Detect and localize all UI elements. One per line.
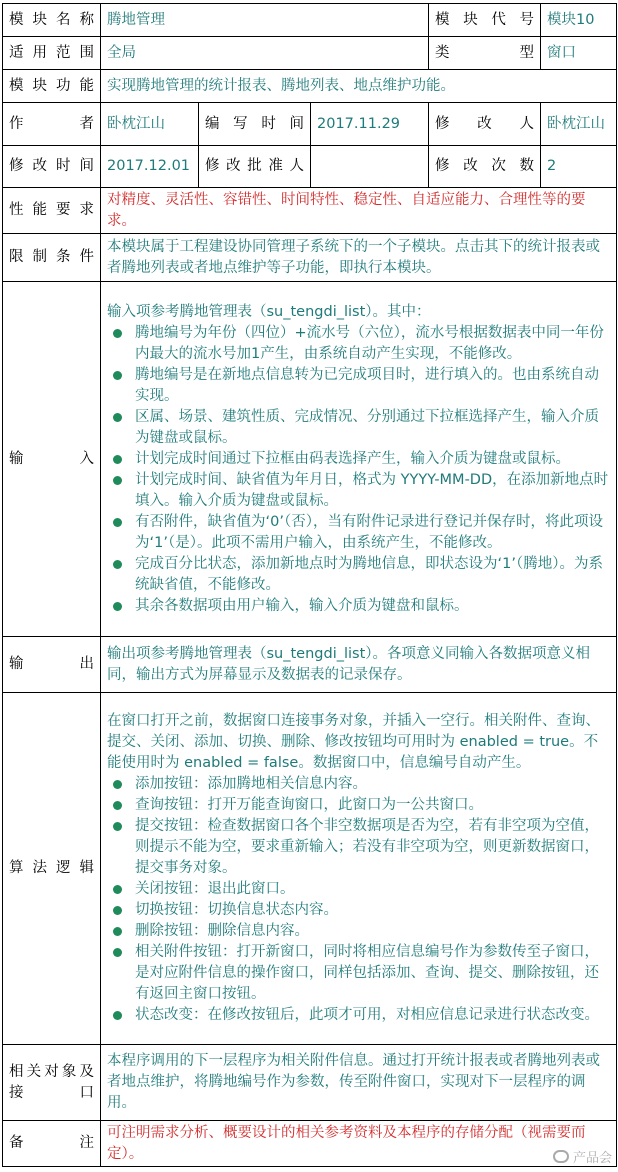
scope-label: 适用范围 [3,37,101,70]
related-value: 本程序调用的下一层程序为相关附件信息。通过打开统计报表或者腾地列表或者地点维护，将腾地编号作为参数，传至附件窗口，实现对下一层程序的调用。 [101,1045,617,1121]
algorithm-item: 关闭按钮：退出此窗口。 [135,879,610,900]
approver-value [311,146,429,188]
related-label: 相关对象及接口 [3,1045,101,1121]
watermark-text: 产品会 [572,1151,612,1166]
module-spec-table [2,3,617,1167]
modify-count-label: 修改次数 [429,146,541,188]
type-label: 类型 [429,37,541,70]
input-item: 有否附件，缺省值为‘0’（否），当有附件记录进行登记并保存时，将此项设为‘1’（是）。此项不需用户输入，由系统产生，不能修改。 [135,512,610,554]
row-author [3,103,617,146]
row-input [3,282,617,637]
algorithm-item: 删除按钮：删除信息内容。 [135,921,610,942]
output-value: 输出项参考腾地管理表（su_tengdi_list）。各项意义同输入各数据项意义相同，输出方式为屏幕显示及数据表的记录保存。 [101,637,617,693]
input-item: 腾地编号为年份（四位）+流水号（六位），流水号根据数据表中同一年份内最大的流水号加1产生，由系统自动产生实现，不能修改。 [135,323,610,365]
input-label: 输入 [3,282,101,637]
row-algorithm [3,693,617,1045]
approver-label: 修改批准人 [199,146,311,188]
author-value: 卧枕江山 [101,103,199,146]
input-intro: 输入项参考腾地管理表（su_tengdi_list）。其中： [107,303,431,320]
remarks-value: 可注明需求分析、概要设计的相关参考资料及本程序的存储分配（视需要而定）。 [101,1121,617,1167]
algorithm-item: 状态改变：在修改按钮后，此项才可用，对相应信息记录进行状态改变。 [135,1005,610,1026]
algorithm-content [101,693,617,1045]
row-module-name [3,4,617,37]
input-list [107,323,610,617]
input-item: 腾地编号是在新地点信息转为已完成项目时，进行填入的。也由系统自动实现。 [135,365,610,407]
type-value: 窗口 [541,37,617,70]
row-output [3,637,617,693]
performance-value: 对精度、灵活性、容错性、时间特性、稳定性、自适应能力、合理性等的要求。 [101,188,617,234]
algorithm-list [107,774,610,1026]
input-item: 其余各数据项由用户输入，输入介质为键盘和鼠标。 [135,596,610,617]
modifier-label: 修改人 [429,103,541,146]
algorithm-item: 添加按钮：添加腾地相关信息内容。 [135,774,610,795]
function-label: 模块功能 [3,70,101,103]
constraints-value: 本模块属于工程建设协同管理子系统下的一个子模块。点击其下的统计报表或者腾地列表或者地点维护等子功能，即执行本模块。 [101,234,617,282]
input-item: 计划完成时间、缺省值为年月日，格式为 YYYY-MM-DD，在添加新地点时填入。输入介质为键盘或鼠标。 [135,470,610,512]
algorithm-item: 切换按钮：切换信息状态内容。 [135,900,610,921]
algorithm-item: 提交按钮：检查数据窗口各个非空数据项是否为空，若有非空项为空值，则提示不能为空，要求重新输入；若没有非空项为空，则更新数据窗口，提交事务对象。 [135,816,610,879]
row-scope [3,37,617,70]
algorithm-item: 查询按钮：打开万能查询窗口，此窗口为一公共窗口。 [135,795,610,816]
output-label: 输出 [3,637,101,693]
input-item: 计划完成时间通过下拉框由码表选择产生，输入介质为键盘或鼠标。 [135,449,610,470]
row-performance [3,188,617,234]
modify-time-value: 2017.12.01 [101,146,199,188]
input-item: 区属、场景、建筑性质、完成情况、分别通过下拉框选择产生，输入介质为键盘或鼠标。 [135,407,610,449]
performance-label: 性能要求 [3,188,101,234]
chat-bubble-icon [553,1150,569,1163]
modify-count-value: 2 [541,146,617,188]
modify-time-label: 修改时间 [3,146,101,188]
remarks-label: 备注 [3,1121,101,1167]
write-time-value: 2017.11.29 [311,103,429,146]
module-code-label: 模块代号 [429,4,541,37]
input-item: 完成百分比状态，添加新地点时为腾地信息，即状态设为‘1’（腾地）。为系统缺省值，不能修改。 [135,554,610,596]
row-modify-time [3,146,617,188]
row-function [3,70,617,103]
algorithm-intro: 在窗口打开之前，数据窗口连接事务对象，并插入一空行。相关附件、查询、提交、关闭、添加、切换、删除、修改按钮均可用时为 enabled = true。不能使用时为 enabled = false。数据窗口中，信息编号自动产生。 [107,713,600,771]
row-related [3,1045,617,1121]
write-time-label: 编写时间 [199,103,311,146]
algorithm-label: 算法逻辑 [3,693,101,1045]
input-content [101,282,617,637]
module-name-value: 腾地管理 [101,4,429,37]
scope-value: 全局 [101,37,429,70]
constraints-label: 限制条件 [3,234,101,282]
algorithm-item: 相关附件按钮：打开新窗口，同时将相应信息编号作为参数传至子窗口，是对应附件信息的操作窗口，同样包括添加、查询、提交、删除按钮，还有返回主窗口按钮。 [135,942,610,1005]
modifier-value: 卧枕江山 [541,103,617,146]
author-label: 作者 [3,103,101,146]
module-name-label: 模块名称 [3,4,101,37]
function-value: 实现腾地管理的统计报表、腾地列表、地点维护功能。 [101,70,617,103]
row-remarks [3,1121,617,1167]
watermark [553,1147,612,1166]
row-constraints [3,234,617,282]
module-code-value: 模块10 [541,4,617,37]
